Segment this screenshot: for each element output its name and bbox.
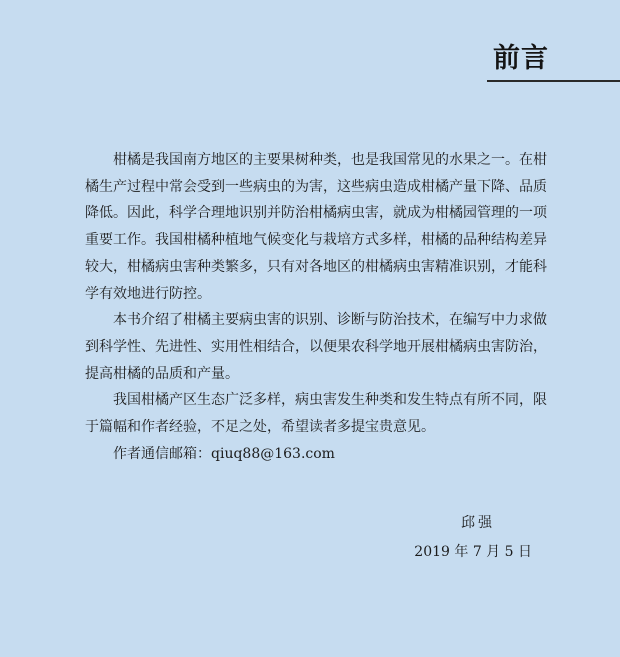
paragraph-author-email: 作者通信邮箱：qiuq88@163.com — [113, 445, 335, 462]
signature-date: 2019 年 7 月 5 日 — [414, 544, 532, 560]
title-divider — [487, 80, 620, 82]
paragraph-limitations: 我国柑橘产区生态广泛多样，病虫害发生种类和发生特点有所不同，限于篇幅和作者经验，不足之处，希望读者多提宝贵意见。 — [85, 392, 547, 436]
preface-body — [85, 147, 547, 467]
author-name: 邱强 — [461, 515, 495, 531]
paragraph-intro: 柑橘是我国南方地区的主要果树种类，也是我国常见的水果之一。在柑橘生产过程中常会受到一些病虫的为害，这些病虫造成柑橘产量下降、品质降低。因此，科学合理地识别并防治柑橘病虫害，就成为柑橘园管理的一项重要工作。我国柑橘种植地气候变化与栽培方式多样，柑橘的品种结构差异较大，柑橘病虫害种类繁多，只有对各地区的柑橘病虫害精准识别，才能科学有效地进行防控。 — [85, 152, 547, 302]
paragraph-book-scope: 本书介绍了柑橘主要病虫害的识别、诊断与防治技术，在编写中力求做到科学性、先进性、实用性相结合，以便果农科学地开展柑橘病虫害防治，提高柑橘的品质和产量。 — [85, 312, 547, 382]
page-title: 前言 — [493, 43, 549, 74]
